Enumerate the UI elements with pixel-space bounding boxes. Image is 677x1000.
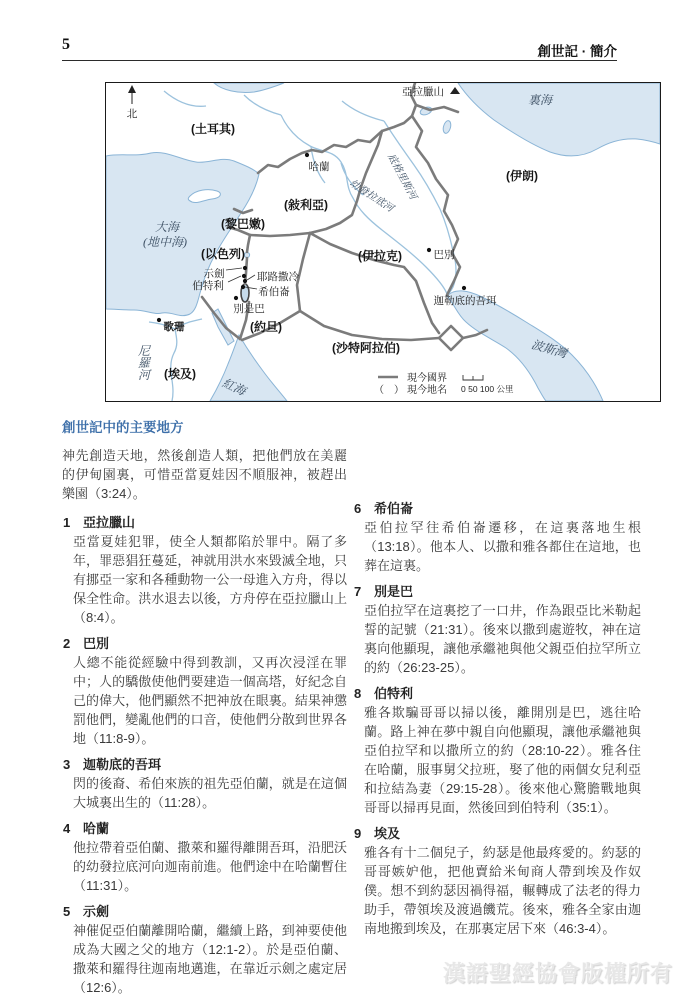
- bethel-leader-line: [228, 276, 241, 282]
- north-label: 北: [126, 108, 138, 120]
- anatolia-river-1: [164, 91, 206, 106]
- anatolia-river-2: [244, 95, 281, 115]
- left-column: [62, 446, 347, 1000]
- place-body: 雅各有十二個兒子，約瑟是他最疼愛的。約瑟的哥哥嫉妒他，把他賣給米甸商人帶到埃及作奴僕。想不到約瑟因禍得福，輾轉成了法老的得力助手，帶領埃及渡過饑荒。後來，雅各全家由迦南地搬到埃及，在那裏定居下來（46:3-4）。: [364, 845, 641, 936]
- map-label-haran: 哈蘭: [308, 161, 330, 173]
- map-label-turkey: (土耳其): [191, 122, 235, 136]
- right-column: [353, 499, 641, 945]
- map-label-jordan: (約旦): [250, 320, 282, 334]
- map-label-bethel: 伯特利: [192, 280, 224, 292]
- bethel-marker-dot: [242, 274, 246, 278]
- map-label-nile-river: 尼羅河: [137, 344, 151, 382]
- map-label-jerusalem: 耶路撒冷: [257, 271, 299, 283]
- mount-ararat-peak-icon: [450, 87, 460, 94]
- place-body: 亞伯拉罕往希伯崙遷移，在這裏落地生根（13:18）。他本人、以撒和雅各都住在這地，也葬在這裏。: [364, 520, 641, 573]
- page-number: 5: [62, 36, 70, 53]
- place-item-7: [353, 582, 641, 677]
- hebron-marker-dot: [241, 285, 245, 289]
- map-label-iraq: (伊拉克): [358, 249, 402, 263]
- legend-name-sample: （ ）: [374, 385, 404, 396]
- place-body: 亞當夏娃犯罪，使全人類都陷於罪中。隔了多年，罪惡猖狂蔓延，神就用洪水來毀滅全地，只有挪亞一家和各種動物一公一母進入方舟，得以保全性命。洪水退去以後，方舟停在亞拉臘山上（8:4）。: [73, 534, 347, 625]
- red-sea-shape: [210, 335, 287, 401]
- black-sea: [214, 83, 284, 93]
- place-title: 別是巴: [374, 584, 414, 599]
- map-label-mount-ararat: 亞拉臘山: [402, 86, 444, 98]
- beersheba-marker-dot: [234, 296, 238, 300]
- shechem-leader-line: [226, 268, 242, 270]
- place-number: 2: [63, 636, 71, 651]
- header-rule: [62, 60, 617, 61]
- map-label-egypt: (埃及): [164, 367, 196, 381]
- map-label-hebron: 希伯崙: [258, 286, 290, 298]
- scale-label: 0 50 100 公里: [461, 384, 514, 394]
- jerusalem-leader-line: [247, 275, 255, 280]
- place-title: 伯特利: [374, 686, 414, 701]
- map-label-shechem: 示劍: [203, 268, 225, 280]
- place-title: 迦勒底的吾珥: [83, 757, 162, 772]
- map-label-syria: (敍利亞): [284, 198, 328, 212]
- place-item-9: [353, 824, 641, 938]
- place-body: 他拉帶着亞伯蘭、撒萊和羅得離開吾珥，沿肥沃的幼發拉底河向迦南前進。他們途中在哈蘭暫住（11:31）。: [73, 840, 347, 893]
- place-title: 示劍: [83, 904, 110, 919]
- map-label-iran: (伊朗): [506, 169, 538, 183]
- jerusalem-marker-dot: [243, 279, 247, 283]
- place-number: 6: [354, 501, 362, 516]
- place-title: 巴別: [83, 636, 110, 651]
- place-number: 1: [63, 515, 71, 530]
- map-label-euphrates-river: 幼發拉底河: [347, 178, 396, 215]
- place-number: 7: [354, 584, 362, 599]
- nile-river-line: [171, 329, 177, 401]
- place-number: 9: [354, 826, 362, 841]
- caspian-sea-shape: [458, 83, 660, 156]
- place-number: 5: [63, 904, 71, 919]
- place-body: 神催促亞伯蘭離開哈蘭，繼續上路，到神要使他成為大國之父的地方（12:1-2）。於是亞伯蘭、撒萊和羅得往迦南地邁進，在靠近示劍之處定居（12:6）。: [73, 923, 347, 995]
- map-label-persian-gulf: 波斯灣: [529, 337, 569, 361]
- map-svg: [106, 83, 660, 401]
- copyright-watermark: 漢語聖經協會版權所有: [442, 961, 673, 986]
- place-title: 哈蘭: [83, 821, 110, 836]
- goshen-marker-dot: [157, 318, 161, 322]
- map-label-red-sea: 紅海: [220, 375, 248, 399]
- map-label-caspian-sea: 裏海: [527, 93, 553, 107]
- map-label-goshen: 歌珊: [163, 321, 185, 333]
- section-heading: 創世記中的主要地方: [62, 420, 184, 435]
- place-body: 人總不能從經驗中得到教訓，又再次浸淫在罪中；人的驕傲使他們要建造一個高塔，好紀念自己的偉大，他們顯然不把神放在眼裏。結果神懲罰他們，變亂他們的口音，使他們分散到世界各地（11:8-9）。: [73, 655, 347, 746]
- legend-border-label: 現今國界: [407, 373, 447, 384]
- ur-of-chaldees-marker-dot: [462, 286, 466, 290]
- babel-marker-dot: [427, 248, 431, 252]
- border-iran-west: [412, 116, 460, 295]
- map-label-mediterranean: (地中海): [143, 235, 187, 249]
- haran-marker-dot: [305, 153, 309, 157]
- map-label-lebanon: (黎巴嫩): [221, 217, 265, 231]
- border-turkey-syria: [258, 116, 412, 173]
- north-arrow: [127, 85, 138, 120]
- place-body: 雅各欺騙哥哥以掃以後，離開別是巴，逃往哈蘭。路上神在夢中親自向他顯現，讓他承繼祂與亞伯拉罕和以撒所立的約（28:10-22）。雅各住在哈蘭，服事舅父拉班，娶了他的兩個女兒利亞和拉結為妻（29:15-28）。後來他心驚膽戰地與哥哥以掃再見面，然後回到伯特利（35:1）。: [364, 705, 641, 815]
- place-item-2: [62, 634, 347, 748]
- middle-east-map: [105, 82, 661, 402]
- scale-bar: [463, 375, 483, 380]
- place-item-3: [62, 755, 347, 812]
- legend-name-label: 現今地名: [407, 385, 447, 396]
- place-body: 閃的後裔、希伯來族的祖先亞伯蘭，就是在這個大城裏出生的（11:28）。: [73, 776, 347, 810]
- border-syria-jordan: [250, 233, 310, 236]
- place-item-8: [353, 684, 641, 817]
- place-number: 8: [354, 686, 362, 701]
- map-label-beersheba: 別是巴: [233, 303, 265, 315]
- place-title: 埃及: [374, 826, 401, 841]
- place-item-5: [62, 902, 347, 997]
- map-legend: [374, 371, 514, 396]
- place-number: 4: [63, 821, 71, 836]
- lake-urmia: [442, 120, 452, 134]
- anatolia-river-3: [342, 101, 384, 121]
- place-body: 亞伯拉罕在這裏挖了一口井，作為跟亞比米勒起誓的記號（21:31）。後來以撒到處遊牧，神在這裏向他顯現，讓他承繼祂與他父親亞伯拉罕所立的約（26:23-25）。: [364, 603, 641, 675]
- place-item-6: [353, 499, 641, 575]
- place-title: 希伯崙: [374, 501, 414, 516]
- place-item-4: [62, 819, 347, 895]
- map-label-babel: 巴別: [433, 249, 455, 261]
- map-label-saudi-arabia: (沙特阿拉伯): [332, 341, 400, 355]
- border-kuwait: [439, 326, 463, 350]
- border-saudi-iraq: [310, 233, 439, 333]
- place-number: 3: [63, 757, 71, 772]
- page-title: 創世記 · 簡介: [537, 44, 617, 59]
- place-title: 亞拉臘山: [83, 515, 136, 530]
- map-label-tigris-river: 底格里斯河: [385, 152, 419, 202]
- place-item-1: [62, 513, 347, 627]
- map-label-israel: (以色列): [201, 247, 245, 261]
- map-label-great-sea: 大海: [154, 220, 180, 234]
- border-saudi-line: [300, 311, 439, 340]
- intro-paragraph: 神先創造天地，然後創造人類，把他們放在美麗的伊甸園裏，可惜亞當夏娃因不順服神，被趕出樂園（3:24）。: [62, 448, 347, 501]
- map-label-ur-of-chaldees: 迦勒底的吾珥: [433, 295, 497, 307]
- shechem-marker-dot: [243, 266, 247, 270]
